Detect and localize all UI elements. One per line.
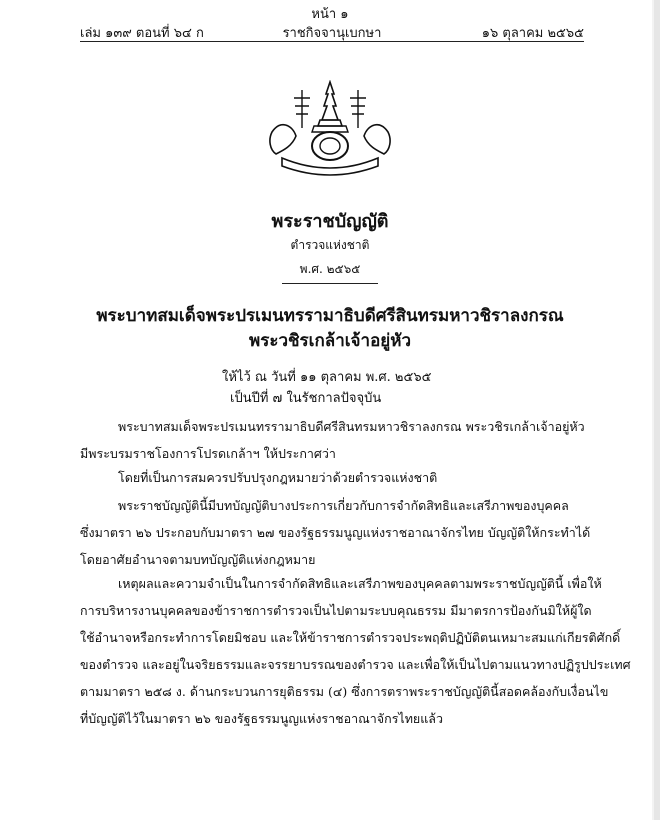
king-title-line2: พระวชิรเกล้าเจ้าอยู่หัว [249, 331, 411, 351]
paragraph-line: มีพระบรมราชโองการโปรดเกล้าฯ ให้ประกาศว่า [80, 446, 336, 461]
act-title: พระราชบัญญัติ [271, 211, 389, 232]
act-subject: ตำรวจแห่งชาติ [290, 238, 370, 252]
paragraph-line: ใช้อำนาจหรือกระทำการโดยมิชอบ และให้ข้าราชการตำรวจประพฤติปฏิบัติตนเหมาะสมแก่เกียรติศักดิ์ [80, 630, 621, 645]
rights-paragraph [80, 492, 591, 573]
gazette-name: ราชกิจจานุเบกษา [282, 26, 382, 41]
page-number: หน้า ๑ [311, 7, 349, 22]
page-edge [654, 0, 660, 820]
paragraph-line: ที่บัญญัติไว้ในมาตรา ๒๖ ของรัฐธรรมนูญแห่งราชอาณาจักรไทยแล้ว [80, 711, 443, 726]
paragraph-line: พระบาทสมเด็จพระปรเมนทรรามาธิบดีศรีสินทรมหาวชิราลงกรณ พระวชิรเกล้าเจ้าอยู่หัว [118, 419, 585, 434]
gazette-date: ๑๖ ตุลาคม ๒๕๖๕ [481, 26, 584, 41]
reign-year: เป็นปีที่ ๗ ในรัชกาลปัจจุบัน [230, 391, 382, 406]
given-date: ให้ไว้ ณ วันที่ ๑๑ ตุลาคม พ.ศ. ๒๕๖๕ [222, 370, 432, 385]
paragraph-line: โดยอาศัยอำนาจตามบทบัญญัติแห่งกฎหมาย [80, 552, 316, 567]
king-title-line1: พระบาทสมเด็จพระปรเมนทรรามาธิบดีศรีสินทรมหาวชิราลงกรณ [96, 306, 564, 326]
paragraph-line: ของตำรวจ และอยู่ในจริยธรรมและจรรยาบรรณของตำรวจ และเพื่อให้เป็นไปตามแนวทางปฏิรูปประเทศ [80, 657, 631, 672]
justification-paragraph [80, 570, 631, 732]
volume-issue: เล่ม ๑๓๙ ตอนที่ ๖๔ ก [80, 26, 204, 41]
paragraph-line: เหตุผลและความจำเป็นในการจำกัดสิทธิและเสรีภาพของบุคคลตามพระราชบัญญัตินี้ เพื่อให้ [118, 576, 602, 591]
paragraph-line: การบริหารงานบุคคลของข้าราชการตำรวจเป็นไปตามระบบคุณธรรม มีมาตรการป้องกันมิให้ผู้ใด [80, 603, 592, 618]
title-divider [282, 283, 378, 284]
gazette-header [80, 22, 584, 40]
paragraph-line: โดยที่เป็นการสมควรปรับปรุงกฎหมายว่าด้วยตำรวจแห่งชาติ [118, 470, 438, 485]
paragraph-line: พระราชบัญญัตินี้มีบทบัญญัติบางประการเกี่ยวกับการจำกัดสิทธิและเสรีภาพของบุคคล [118, 498, 569, 513]
reason-paragraph [80, 464, 584, 491]
header-divider [80, 41, 584, 42]
garuda-royal-emblem-icon [262, 80, 398, 176]
paragraph-line: ตามมาตรา ๒๕๘ ง. ด้านกระบวนการยุติธรรม (๔) ซึ่งการตราพระราชบัญญัตินี้สอดคล้องกับเงื่อนไข [80, 684, 609, 699]
paragraph-line: ซึ่งมาตรา ๒๖ ประกอบกับมาตรา ๒๗ ของรัฐธรรมนูญแห่งราชอาณาจักรไทย บัญญัติให้กระทำได้ [80, 525, 591, 540]
act-year: พ.ศ. ๒๕๖๕ [299, 262, 361, 276]
preamble-paragraph [80, 413, 584, 467]
